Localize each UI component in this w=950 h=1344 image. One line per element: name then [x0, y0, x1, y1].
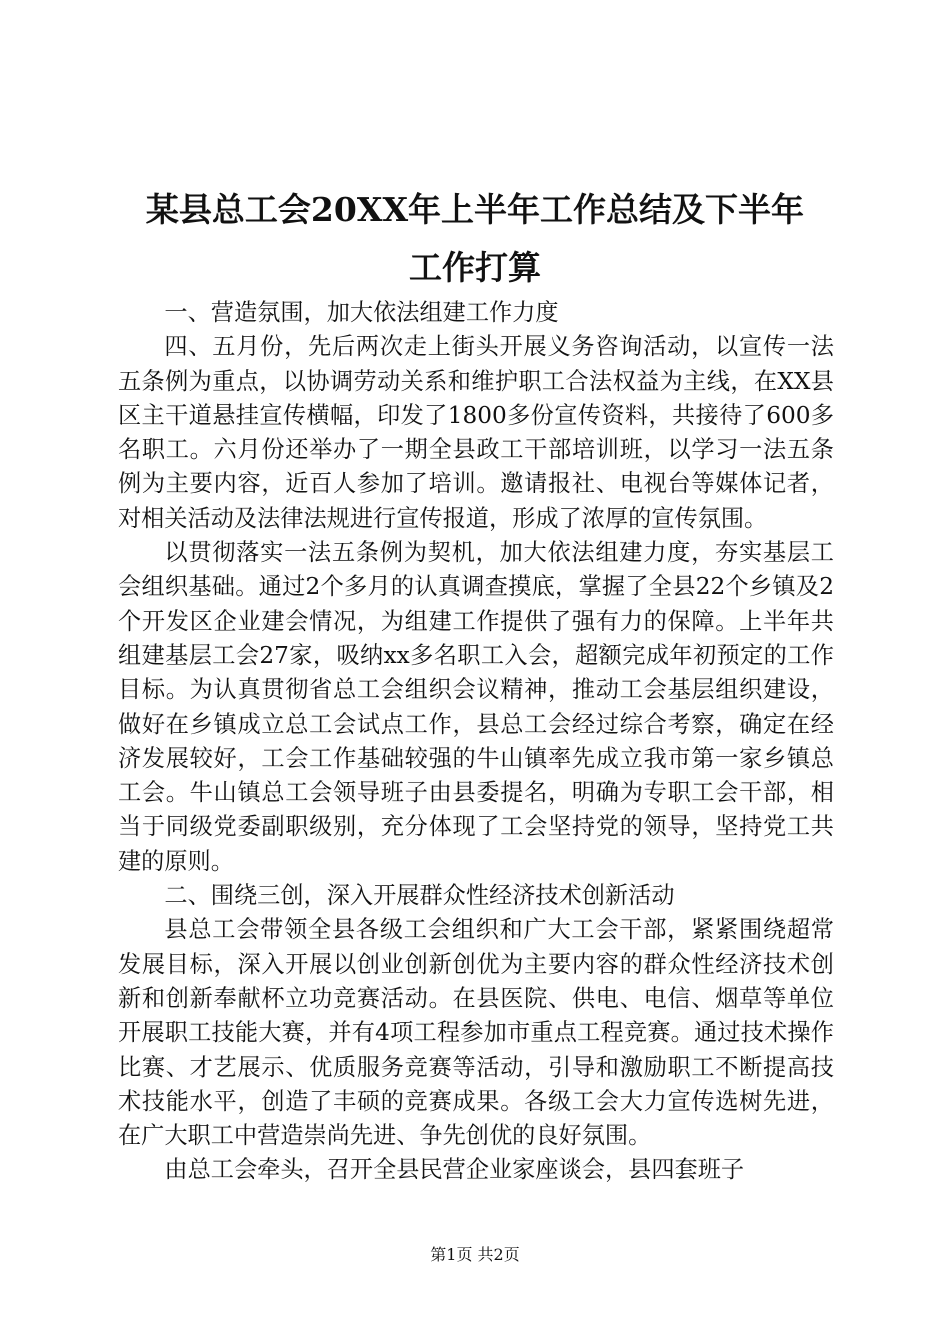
section-heading-1: 一、营造氛围，加大依法组建工作力度	[164, 299, 559, 326]
body-paragraph: 以贯彻落实一法五条例为契机，加大依法组建力度，夯实基层工会组织基础。通过2个多月的认真调查摸底，掌握了全县22个乡镇及2个开发区企业建会情况，为组建工作提供了强有力的保障。上半年共组建基层工会27家，吸纳xx多名职工入会，超额完成年初预定的工作目标。为认真贯彻省总工会组织会议精神，推动工会基层组织建设，做好在乡镇成立总工会试点工作，县总工会经过综合考察，确定在经济发展较好，工会工作基础较强的牛山镇率先成立我市第一家乡镇总工会。牛山镇总工会领导班子由县委提名，明确为专职工会干部，相当于同级党委副职级别，充分体现了工会坚持党的领导，坚持党工共建的原则。	[118, 539, 834, 875]
body-paragraph: 四、五月份，先后两次走上街头开展义务咨询活动，以宣传一法五条例为重点，以协调劳动关系和维护职工合法权益为主线，在XX县区主干道悬挂宣传横幅，印发了1800多份宣传资料，共接待了600多名职工。六月份还举办了一期全县政工干部培训班，以学习一法五条例为主要内容，近百人参加了培训。邀请报社、电视台等媒体记者，对相关活动及法律法规进行宣传报道，形成了浓厚的宣传氛围。	[118, 333, 834, 532]
section-heading-2: 二、围绕三创，深入开展群众性经济技术创新活动	[164, 882, 675, 910]
body-paragraph: 由总工会牵头，召开全县民营企业家座谈会，县四套班子	[164, 1156, 745, 1184]
body-paragraph: 县总工会带领全县各级工会组织和广大工会干部，紧紧围绕超常发展目标，深入开展以创业创新创优为主要内容的群众性经济技术创新和创新奉献杯立功竞赛活动。在县医院、供电、电信、烟草等单位开展职工技能大赛，并有4项工程参加市重点工程竞赛。通过技术操作比赛、才艺展示、优质服务竞赛等活动，引导和激励职工不断提高技术技能水平，创造了丰硕的竞赛成果。各级工会大力宣传选树先进，在广大职工中营造崇尚先进、争先创优的良好氛围。	[118, 916, 834, 1150]
document-title-line-2: 工作打算	[409, 248, 541, 287]
document-title-line-1: 某县总工会20XX年上半年工作总结及下半年	[145, 190, 805, 229]
page-footer: 第1页 共2页	[430, 1245, 520, 1264]
document-body	[118, 296, 834, 1188]
